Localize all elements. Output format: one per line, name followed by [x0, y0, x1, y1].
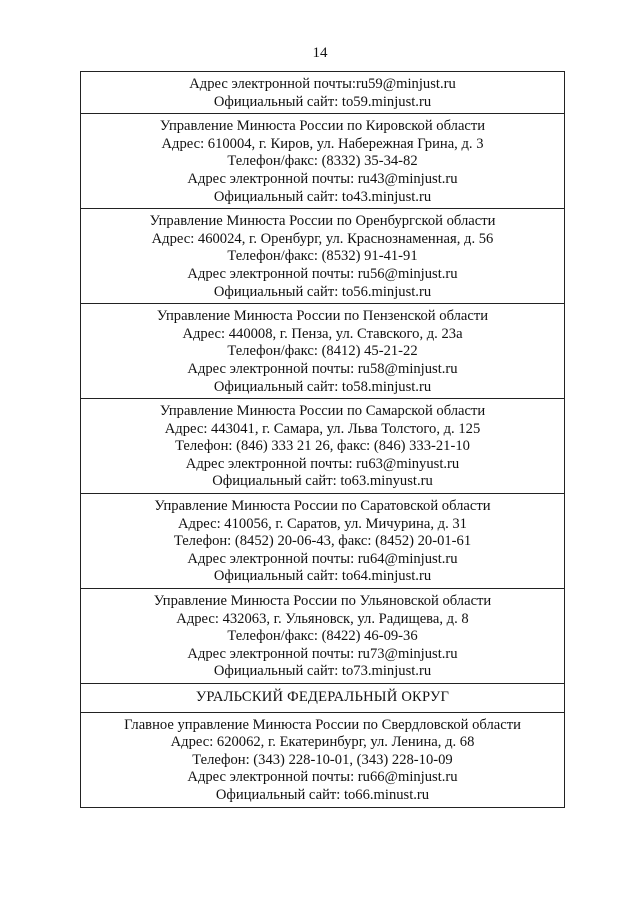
- entry-line: Официальный сайт: to73.minjust.ru: [213, 663, 432, 680]
- office-entry-row: [81, 589, 564, 684]
- entry-line: Адрес: 460024, г. Оренбург, ул. Краснознаменная, д. 56: [151, 230, 494, 247]
- entry-line: Адрес: 440008, г. Пенза, ул. Ставского, д. 23а: [182, 325, 463, 342]
- office-name: Управление Минюста России по Пензенской области: [156, 308, 489, 325]
- entry-line: Адрес: 610004, г. Киров, ул. Набережная Грина, д. 3: [161, 135, 484, 152]
- entry-line: Официальный сайт: to66.minust.ru: [215, 786, 430, 803]
- entry-line: Адрес электронной почты: ru73@minjust.ru: [187, 645, 458, 662]
- entry-line: Телефон: (343) 228-10-01, (343) 228-10-09: [192, 751, 453, 768]
- district-heading-row: [81, 684, 564, 713]
- entry-line: Телефон/факс: (8412) 45-21-22: [227, 343, 418, 360]
- entry-line: Официальный сайт: to56.minjust.ru: [213, 283, 432, 300]
- office-entry-row: [81, 399, 564, 494]
- entry-line: Официальный сайт: to43.minjust.ru: [213, 188, 432, 205]
- entry-line: Адрес: 620062, г. Екатеринбург, ул. Ленина, д. 68: [170, 734, 475, 751]
- office-name: Управление Минюста России по Оренбургской области: [149, 213, 496, 230]
- entry-line: Телефон: (8452) 20-06-43, факс: (8452) 20-01-61: [173, 533, 472, 550]
- entry-line: Адрес электронной почты:ru59@minjust.ru: [189, 76, 456, 92]
- entry-line: Адрес электронной почты: ru63@minyust.ru: [185, 455, 460, 472]
- office-entry-row: [81, 713, 564, 808]
- entry-line: Телефон/факс: (8422) 46-09-36: [227, 628, 418, 645]
- page-number: 14: [312, 45, 328, 61]
- contacts-table: [80, 71, 565, 808]
- office-entry-row: [81, 494, 564, 589]
- office-entry-row: [81, 209, 564, 304]
- entry-line: Официальный сайт: to64.minjust.ru: [213, 568, 432, 585]
- entry-line: Адрес: 432063, г. Ульяновск, ул. Радищева, д. 8: [176, 610, 469, 627]
- office-entry-row: [81, 72, 564, 114]
- entry-line: Адрес: 443041, г. Самара, ул. Льва Толстого, д. 125: [164, 420, 481, 437]
- entry-line: Телефон/факс: (8532) 91-41-91: [227, 248, 418, 265]
- entry-line: Адрес электронной почты: ru66@minjust.ru: [187, 769, 458, 786]
- entry-line: Адрес электронной почты: ru56@minjust.ru: [187, 265, 458, 282]
- entry-line: Телефон/факс: (8332) 35-34-82: [227, 153, 418, 170]
- office-entry-row: [81, 114, 564, 209]
- entry-line: Адрес электронной почты: ru64@minjust.ru: [187, 550, 458, 567]
- entry-line: Адрес электронной почты: ru43@minjust.ru: [187, 170, 458, 187]
- office-entry-row: [81, 304, 564, 399]
- office-name: Управление Минюста России по Самарской области: [159, 403, 486, 420]
- office-name: Управление Минюста России по Кировской области: [159, 118, 486, 135]
- office-name: Управление Минюста России по Ульяновской области: [153, 593, 492, 610]
- entry-line: Телефон: (846) 333 21 26, факс: (846) 333-21-10: [175, 438, 470, 455]
- entry-line: Адрес электронной почты: ru58@minjust.ru: [187, 360, 458, 377]
- district-heading: УРАЛЬСКИЙ ФЕДЕРАЛЬНЫЙ ОКРУГ: [195, 689, 450, 705]
- entry-line: Официальный сайт: to63.minyust.ru: [212, 473, 433, 490]
- office-name: Управление Минюста России по Саратовской области: [154, 498, 491, 515]
- entry-line: Адрес: 410056, г. Саратов, ул. Мичурина, д. 31: [178, 515, 467, 532]
- office-name: Главное управление Минюста России по Свердловской области: [124, 716, 521, 733]
- entry-line: Официальный сайт: to59.minjust.ru: [213, 93, 432, 110]
- entry-line: Официальный сайт: to58.minjust.ru: [213, 378, 432, 395]
